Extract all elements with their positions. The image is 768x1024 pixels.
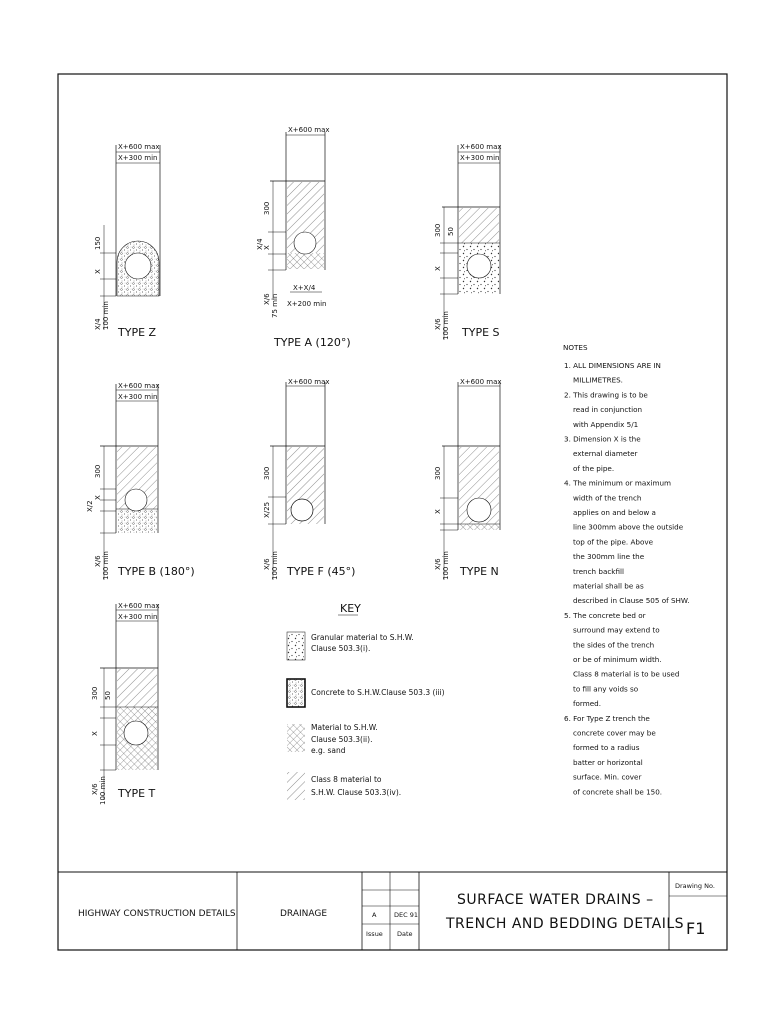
title-line-2: TRENCH AND BEDDING DETAILS [446, 916, 685, 932]
f-dim-2: X/25 [263, 501, 271, 518]
n-dim-4: 100 min [442, 551, 450, 580]
key-4-line-1: Class 8 material to [311, 775, 382, 784]
key-swatch-sand [287, 724, 305, 752]
note-line: applies on and below a [573, 508, 656, 517]
note-line: concrete cover may be [573, 728, 656, 738]
s-dim-1: 300 [434, 223, 442, 237]
notes [563, 343, 689, 796]
key-2-line-1: Concrete to S.H.W.Clause 503.3 (iii) [311, 688, 445, 697]
date-label: Date [397, 930, 413, 938]
note-line: formed to a radius [573, 743, 640, 753]
key-1-line-2: Clause 503.3(i). [311, 644, 371, 653]
note-line: 5. The concrete bed or [564, 610, 646, 620]
note-line: batter or horizontal [573, 757, 643, 767]
z-dim-2: X [94, 269, 102, 274]
a-dim-3: X/4 [256, 238, 264, 250]
t-dim-2: 50 [104, 691, 112, 700]
drawing-no-label: Drawing No. [675, 882, 715, 890]
notes-title: NOTES [563, 343, 588, 352]
b-title: TYPE B (180°) [118, 565, 195, 578]
n-dim-3: X/6 [434, 558, 442, 570]
note-line: external diameter [573, 449, 638, 459]
f-title: TYPE F (45°) [287, 565, 356, 578]
note-line: formed. [573, 699, 602, 709]
key-swatch-concrete [287, 679, 305, 707]
s-dim-4: X/6 [434, 318, 442, 330]
a-dim-2: X [263, 245, 271, 250]
a-title: TYPE A (120°) [274, 336, 351, 349]
note-line: to fill any voids so [573, 684, 639, 694]
s-dim-3: X [434, 266, 442, 271]
note-line: surround may extend to [573, 625, 660, 635]
a-dim-5: 75 min [271, 293, 279, 318]
note-line: material shall be as [573, 581, 644, 591]
note-line: of concrete shall be 150. [573, 787, 663, 797]
note-line: width of the trench [573, 493, 642, 503]
z-dim-3: X/4 [94, 318, 102, 330]
issue-value: A [372, 911, 377, 919]
title-block-left: HIGHWAY CONSTRUCTION DETAILS [78, 909, 236, 919]
b-dim-2: X [94, 495, 102, 500]
title-line-1: SURFACE WATER DRAINS – [457, 892, 654, 908]
s-title: TYPE S [462, 326, 500, 339]
section-type-s [434, 143, 502, 340]
s-width-max: X+600 max [460, 143, 502, 151]
section-type-t [91, 602, 160, 805]
note-line: 2. This drawing is to be [564, 390, 648, 400]
a-width-max: X+600 max [288, 126, 330, 134]
a-bottom-1: X+X/4 [293, 284, 316, 292]
section-type-z [94, 143, 160, 339]
t-title: TYPE T [118, 787, 156, 800]
t-dim-5: 100 min [99, 776, 107, 805]
note-line: MILLIMETRES. [573, 375, 623, 385]
f-dim-4: 100 min [271, 551, 279, 580]
t-dim-4: X/6 [91, 783, 99, 795]
b-dim-1: 300 [94, 464, 102, 478]
b-dim-3: X/2 [86, 500, 94, 512]
note-line: read in conjunction [573, 405, 643, 415]
n-title: TYPE N [460, 565, 499, 578]
t-dim-1: 300 [91, 686, 99, 700]
a-bottom-2: X+200 min [287, 300, 327, 308]
note-line: Class 8 material is to be used [573, 669, 680, 679]
z-width-min: X+300 min [118, 154, 158, 162]
note-line: 1. ALL DIMENSIONS ARE IN [564, 361, 661, 370]
section-type-b [86, 382, 195, 580]
n-width-max: X+600 max [460, 378, 502, 386]
note-line: described in Clause 505 of SHW. [573, 596, 690, 606]
a-dim-4: X/6 [263, 293, 271, 305]
note-line: 4. The minimum or maximum [564, 478, 672, 488]
key-swatch-class8 [287, 772, 305, 800]
b-width-min: X+300 min [118, 393, 158, 401]
section-type-a [256, 126, 351, 349]
t-dim-3: X [91, 731, 99, 736]
note-line: line 300mm above the outside [573, 522, 684, 532]
z-dim-4: 100 min [102, 301, 110, 330]
n-dim-2: X [434, 509, 442, 514]
t-width-max: X+600 max [118, 602, 160, 610]
s-dim-5: 100 min [442, 311, 450, 340]
f-dim-1: 300 [263, 466, 271, 480]
a-dim-1: 300 [263, 201, 271, 215]
note-line: top of the pipe. Above [573, 537, 654, 547]
issue-label: Issue [366, 930, 383, 938]
section-type-n [434, 378, 502, 580]
key-3-line-1: Material to S.H.W. [311, 723, 378, 732]
note-line: the sides of the trench [573, 640, 655, 650]
n-dim-1: 300 [434, 466, 442, 480]
note-line: surface. Min. cover [573, 772, 642, 782]
key-swatch-granular [287, 632, 305, 660]
b-dim-5: 100 min [102, 551, 110, 580]
drawing-no: F1 [686, 919, 706, 938]
key-legend [287, 602, 445, 800]
key-3-line-2: Clause 503.3(ii). [311, 735, 373, 744]
s-dim-2: 50 [447, 227, 455, 236]
title-block-category: DRAINAGE [280, 909, 328, 919]
date-value: DEC 91 [394, 911, 418, 919]
b-dim-4: X/6 [94, 555, 102, 567]
note-line: the 300mm line the [573, 552, 645, 562]
f-width-max: X+600 max [288, 378, 330, 386]
note-line: trench backfill [573, 566, 624, 576]
title-block [58, 872, 727, 950]
note-line: 3. Dimension X is the [564, 434, 641, 444]
note-line: with Appendix 5/1 [573, 419, 639, 429]
t-width-min: X+300 min [118, 613, 158, 621]
key-1-line-1: Granular material to S.H.W. [311, 633, 414, 642]
z-width-max: X+600 max [118, 143, 160, 151]
note-line: of the pipe. [573, 463, 615, 473]
note-line: 6. For Type Z trench the [564, 713, 650, 723]
section-type-f [263, 378, 355, 580]
z-dim-1: 150 [94, 236, 102, 250]
s-width-min: X+300 min [460, 154, 500, 162]
z-title: TYPE Z [118, 326, 157, 339]
b-width-max: X+600 max [118, 382, 160, 390]
f-dim-3: X/6 [263, 558, 271, 570]
note-line: or be of minimum width. [573, 655, 662, 664]
key-4-line-2: S.H.W. Clause 503.3(iv). [311, 788, 402, 797]
key-3-line-3: e.g. sand [311, 746, 346, 755]
key-title: KEY [340, 602, 361, 615]
